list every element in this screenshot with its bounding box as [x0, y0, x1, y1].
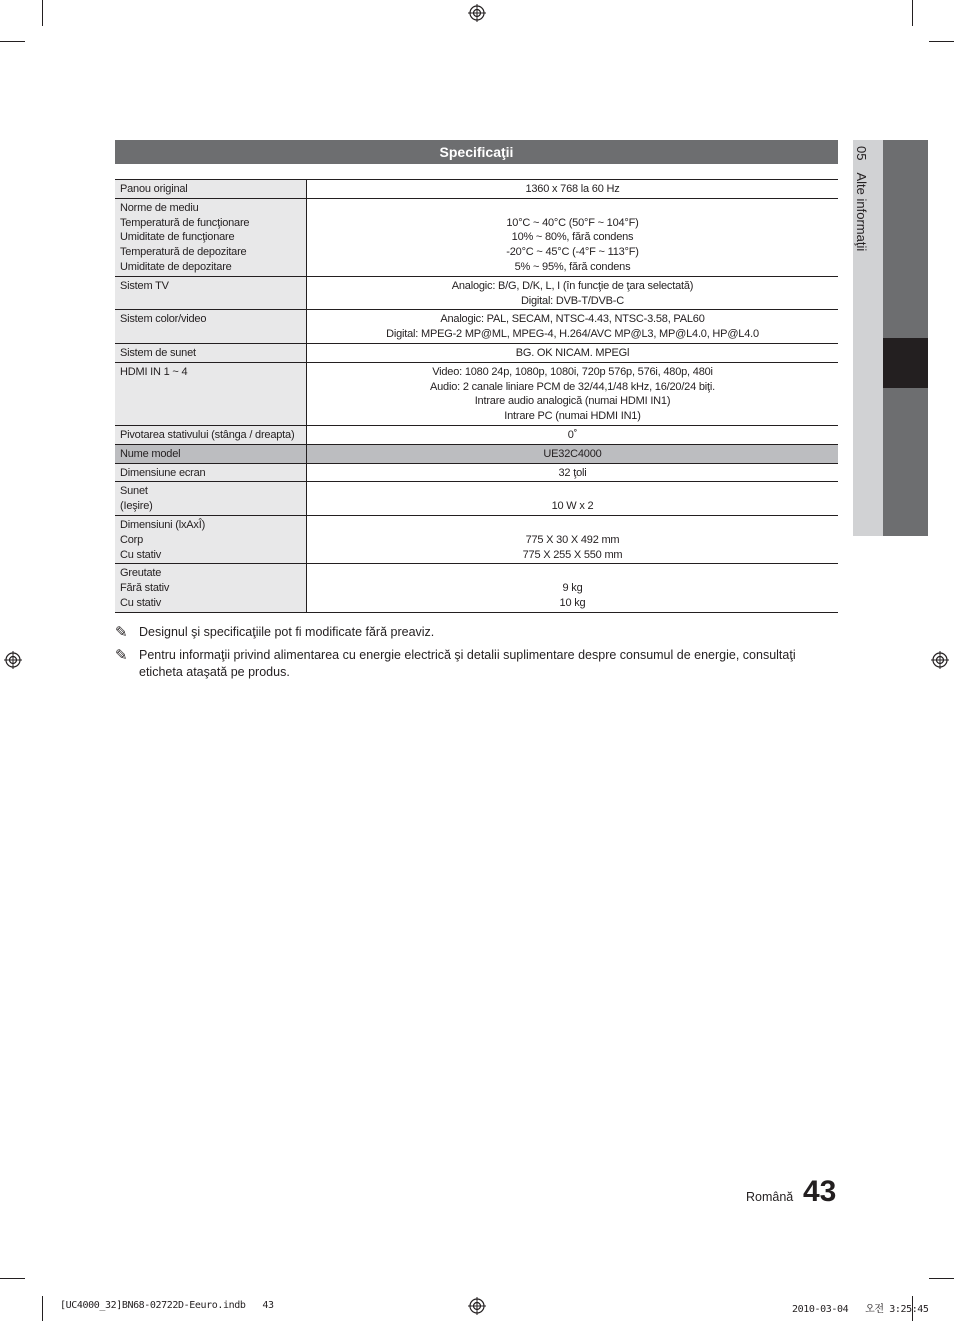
crop-mark [0, 1278, 25, 1279]
table-row [115, 343, 838, 362]
page-title: Specificaţii [115, 140, 838, 164]
spec-label-cell [115, 425, 307, 444]
spec-value-cell [307, 515, 839, 563]
spec-value-cell [307, 343, 839, 362]
page-number: 43 [803, 1175, 837, 1208]
registration-mark-icon [468, 1297, 486, 1315]
spec-value: 32 ţoli [558, 466, 587, 479]
spec-value-cell [307, 362, 839, 425]
pencil-note-icon: ✎ [115, 624, 128, 641]
spec-value-cell [307, 482, 839, 516]
spec-label: Temperatură de funcţionare [120, 216, 250, 229]
note-item [115, 624, 840, 641]
crop-mark [0, 41, 25, 42]
page-language: Română [746, 1190, 794, 1204]
spec-value-cell [307, 463, 839, 482]
spec-value: 775 X 30 X 492 mm [525, 533, 620, 546]
spec-label: Temperatură de depozitare [120, 246, 247, 259]
crop-mark [912, 0, 913, 26]
table-row [115, 362, 838, 425]
spec-value: 10 kg [559, 596, 586, 609]
spec-value-cell [307, 276, 839, 310]
table-row [115, 198, 838, 276]
spec-label: Norme de mediu [120, 201, 199, 214]
spec-label-cell [115, 463, 307, 482]
file-info: [UC4000_32]BN68-02722D-Eeuro.indb 43 [60, 1300, 274, 1311]
spec-label: Cu stativ [120, 596, 161, 609]
spec-value: -20°C ~ 45°C (-4°F ~ 113°F) [506, 246, 639, 259]
table-row [115, 463, 838, 482]
table-row [115, 564, 838, 612]
date-info: 2010-03-04 오전 3:25:45 [792, 1304, 929, 1315]
note-text: Pentru informaţii privind alimentarea cu energie electrică şi detalii suplimentare despre consumul de energie, consultaţi eticheta ataşată pe produs. [139, 648, 796, 679]
spec-label: Umiditate de funcţionare [120, 231, 235, 244]
spec-value: Digital: DVB-T/DVB-C [521, 294, 624, 307]
spec-label: Pivotarea stativului (stânga / dreapta) [120, 428, 295, 441]
spec-value-cell [307, 198, 839, 276]
spec-value-cell [307, 310, 839, 344]
spec-label-cell [115, 276, 307, 310]
spec-value: Digital: MPEG-2 MP@ML, MPEG-4, H.264/AVC MP@L3, MP@L4.0, HP@L4.0 [386, 328, 759, 341]
spec-label: Dimensiuni (lxAxÎ) [120, 518, 206, 531]
spec-label: Sistem color/video [120, 313, 207, 326]
spec-value: BG. OK NICAM. MPEGl [515, 346, 630, 359]
spec-label: Dimensiune ecran [120, 466, 206, 479]
spec-value-cell [307, 444, 839, 463]
spec-label: Corp [120, 533, 144, 546]
crop-mark [42, 0, 43, 26]
crop-mark [929, 41, 954, 42]
spec-value: Analogic: B/G, D/K, L, I (în funcţie de ţara selectată) [451, 279, 694, 292]
table-row [115, 515, 838, 563]
crop-mark [929, 1278, 954, 1279]
spec-value: 10°C ~ 40°C (50°F ~ 104°F) [506, 216, 639, 229]
table-row [115, 310, 838, 344]
spec-value: Intrare audio analogică (numai HDMI IN1) [474, 395, 671, 408]
crop-mark [42, 1296, 43, 1321]
spec-value: 1360 x 768 la 60 Hz [525, 183, 620, 195]
spec-value-cell [307, 180, 839, 199]
spec-label: Cu stativ [120, 548, 161, 561]
spec-value: Analogic: PAL, SECAM, NTSC-4.43, NTSC-3.58, PAL60 [440, 313, 705, 326]
spec-value: 10 W x 2 [551, 500, 594, 513]
spec-label-cell [115, 310, 307, 344]
spec-value-cell [307, 425, 839, 444]
spec-value: UE32C4000 [543, 447, 602, 460]
spec-label: Panou original [120, 183, 188, 195]
spec-value-cell [307, 564, 839, 612]
chapter-title: Alte informaţii [854, 172, 869, 252]
spec-value: 775 X 255 X 550 mm [522, 548, 623, 561]
chapter-number: 05 [854, 146, 869, 161]
spec-label-cell [115, 180, 307, 199]
spec-label: Sunet [120, 485, 148, 498]
spec-value: Video: 1080 24p, 1080p, 1080i, 720p 576p, 576i, 480p, 480i [432, 365, 713, 378]
pencil-note-icon: ✎ [115, 647, 128, 664]
note-item [115, 647, 840, 681]
spec-value: 9 kg [562, 582, 583, 595]
spec-label-cell [115, 515, 307, 563]
spec-value: 5% ~ 95%, fără condens [514, 260, 631, 273]
spec-label-cell [115, 444, 307, 463]
spec-value: Intrare PC (numai HDMI IN1) [504, 410, 641, 423]
spec-label: Greutate [120, 567, 162, 580]
spec-label: Fără stativ [120, 582, 170, 595]
spec-label: Nume model [120, 447, 181, 460]
note-text: Designul şi specificaţiile pot fi modificate fără preaviz. [139, 625, 435, 639]
table-row [115, 482, 838, 516]
registration-mark-icon [4, 651, 22, 669]
spec-value: 0˚ [567, 428, 578, 441]
side-tab-indicator [883, 338, 928, 388]
table-row [115, 180, 838, 199]
registration-mark-icon [931, 651, 949, 669]
spec-label: HDMI IN 1 ~ 4 [120, 365, 188, 378]
spec-label: Umiditate de depozitare [120, 260, 232, 273]
spec-label: Sistem de sunet [120, 346, 196, 359]
table-row [115, 444, 838, 463]
spec-label: Sistem TV [120, 279, 169, 292]
side-tab-label [855, 146, 868, 251]
spec-value: 10% ~ 80%, fără condens [511, 231, 634, 244]
notes-section [115, 624, 840, 687]
spec-value: Audio: 2 canale liniare PCM de 32/44,1/48 kHz, 16/20/24 biţi. [430, 380, 715, 393]
registration-mark-icon [468, 4, 486, 22]
spec-table [115, 179, 838, 613]
spec-label-cell [115, 198, 307, 276]
spec-label-cell [115, 482, 307, 516]
spec-label-cell [115, 362, 307, 425]
spec-label-cell [115, 343, 307, 362]
spec-label: (Ieşire) [120, 500, 153, 513]
table-row [115, 276, 838, 310]
table-row [115, 425, 838, 444]
spec-label-cell [115, 564, 307, 612]
